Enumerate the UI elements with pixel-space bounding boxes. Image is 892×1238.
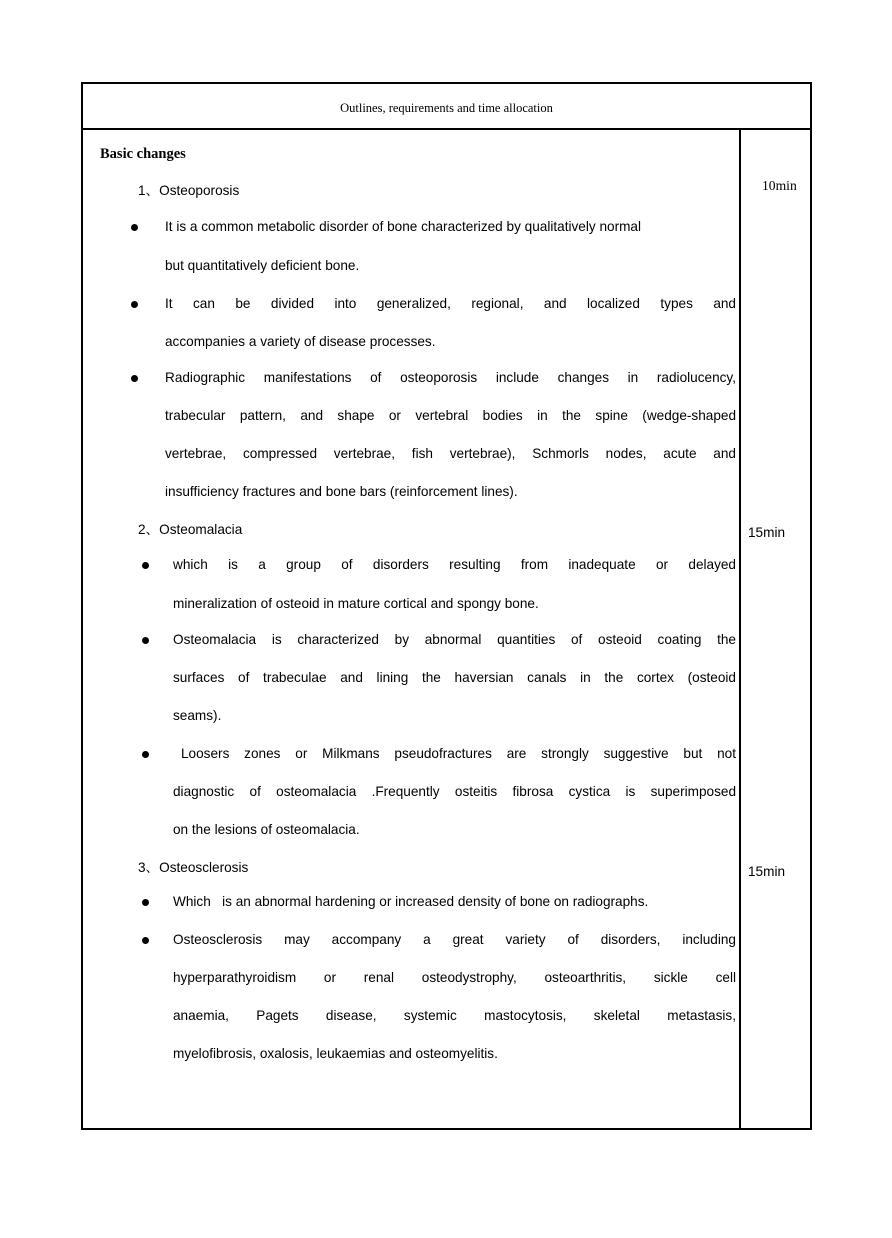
osteoporosis-bullet-1-line-2: but quantitatively deficient bone. bbox=[165, 258, 360, 273]
osteoporosis-bullet-3-line-4: insufficiency fractures and bone bars (reinforcement lines). bbox=[165, 484, 518, 499]
section-title: Basic changes bbox=[100, 146, 186, 162]
bullet-icon bbox=[142, 899, 149, 906]
bullet-icon bbox=[131, 224, 138, 231]
osteoporosis-bullet-2-line-1: It can be divided into generalized, regional, and localized types and bbox=[165, 296, 736, 311]
osteomalacia-bullet-2-line-2: surfaces of trabeculae and lining the haversian canals in the cortex (osteoid bbox=[173, 670, 736, 685]
osteosclerosis-bullet-2-line-4: myelofibrosis, oxalosis, leukaemias and osteomyelitis. bbox=[173, 1046, 498, 1061]
osteosclerosis-heading: 3、Osteosclerosis bbox=[138, 860, 249, 875]
osteosclerosis-time: 15min bbox=[748, 864, 786, 879]
osteomalacia-bullet-1-line-2: mineralization of osteoid in mature cortical and spongy bone. bbox=[173, 596, 539, 611]
osteoporosis-bullet-3-line-2: trabecular pattern, and shape or vertebral bodies in the spine (wedge-shaped bbox=[165, 408, 736, 423]
osteosclerosis-bullet-1-line-1: Which is an abnormal hardening or increased density of bone on radiographs. bbox=[173, 894, 649, 909]
table-header bbox=[83, 84, 810, 130]
osteomalacia-bullet-3-line-3: on the lesions of osteomalacia. bbox=[173, 822, 360, 837]
osteosclerosis-bullet-2-line-1: Osteosclerosis may accompany a great variety of disorders, including bbox=[173, 932, 736, 947]
osteoporosis-bullet-2-line-2: accompanies a variety of disease processes. bbox=[165, 334, 436, 349]
osteomalacia-time: 15min bbox=[748, 525, 786, 540]
osteomalacia-bullet-3-line-2: diagnostic of osteomalacia .Frequently osteitis fibrosa cystica is superimposed bbox=[173, 784, 736, 799]
osteomalacia-heading: 2、Osteomalacia bbox=[138, 522, 243, 537]
osteomalacia-bullet-3-line-1: Loosers zones or Milkmans pseudofractures are strongly suggestive but not bbox=[181, 746, 736, 761]
bullet-icon bbox=[131, 375, 138, 382]
bullet-icon bbox=[142, 637, 149, 644]
osteoporosis-bullet-3-line-3: vertebrae, compressed vertebrae, fish vertebrae), Schmorls nodes, acute and bbox=[165, 446, 736, 461]
bullet-icon bbox=[142, 562, 149, 569]
bullet-icon bbox=[142, 937, 149, 944]
osteoporosis-heading: 1、Osteoporosis bbox=[138, 183, 240, 198]
osteosclerosis-bullet-2-line-2: hyperparathyroidism or renal osteodystrophy, osteoarthritis, sickle cell bbox=[173, 970, 736, 985]
osteosclerosis-bullet-2-line-3: anaemia, Pagets disease, systemic mastocytosis, skeletal metastasis, bbox=[173, 1008, 736, 1023]
osteoporosis-bullet-1-line-1: It is a common metabolic disorder of bone characterized by qualitatively normal bbox=[165, 219, 642, 234]
osteoporosis-time: 10min bbox=[762, 178, 797, 193]
osteomalacia-bullet-2-line-1: Osteomalacia is characterized by abnormal quantities of osteoid coating the bbox=[173, 632, 736, 647]
osteomalacia-bullet-1-line-1: which is a group of disorders resulting from inadequate or delayed bbox=[173, 557, 736, 572]
osteoporosis-bullet-3-line-1: Radiographic manifestations of osteoporosis include changes in radiolucency, bbox=[165, 370, 736, 385]
header-title: Outlines, requirements and time allocation bbox=[340, 101, 553, 115]
bullet-icon bbox=[131, 301, 138, 308]
column-divider bbox=[739, 130, 741, 1130]
bullet-icon bbox=[142, 751, 149, 758]
osteomalacia-bullet-2-line-3: seams). bbox=[173, 708, 222, 723]
